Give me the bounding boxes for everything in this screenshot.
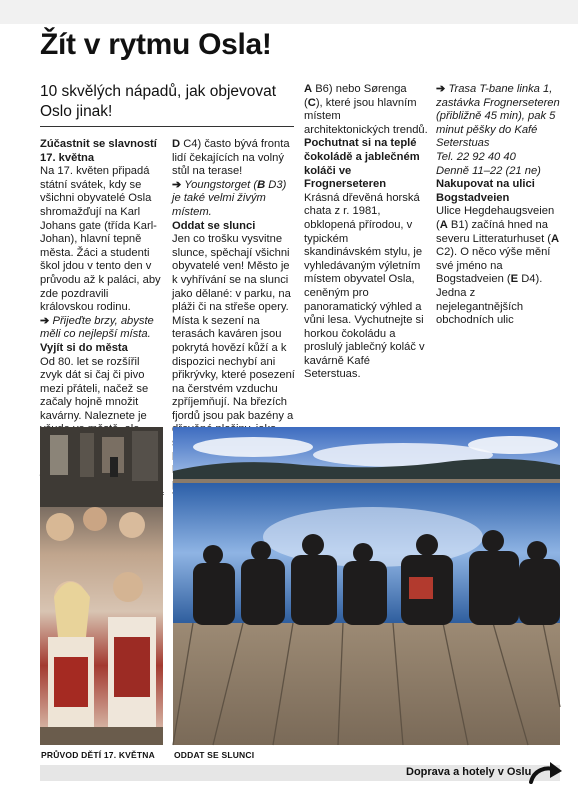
tip-text: Trasa T-bane linka 1, zastávka Frognerseteren (přibližně 45 min), pak 5 minut pěšky do Kafé Seterstuas xyxy=(436,83,560,150)
text-column-1 xyxy=(40,138,164,422)
map-ref: C xyxy=(307,96,316,109)
section-body-city-cont xyxy=(172,138,296,179)
section-heading-sun: Oddat se slunci xyxy=(172,219,256,232)
section-heading-shopping: Nakupovat na ulici Bogstadveien xyxy=(436,178,535,204)
body-text: často bývá fronta lidí čekajících na volný stůl na terase! xyxy=(172,138,290,178)
section-heading-chocolate: Pochutnat si na teplé čokoládě a jablečném koláči ve Frognerseteren xyxy=(304,137,420,191)
section-heading-city: Vyjít si do města xyxy=(40,341,128,354)
section-body-shopping: Ulice Hegdehaugsveien (A B1) začíná hned na severu Litteraturhuset (A C2). O něco výše mění své jméno na Bogstadveien (E D4). Jedna z nejelegantnějších obchodních ulic xyxy=(436,205,560,327)
text-column-2 xyxy=(172,138,296,422)
text-column-4 xyxy=(436,83,560,416)
title-divider xyxy=(40,126,294,127)
curved-arrow-icon[interactable] xyxy=(528,760,564,786)
photo-caption-sun: ODDAT SE SLUNCI xyxy=(174,750,255,760)
map-ref: D C4) xyxy=(172,138,202,150)
arrow-right-icon: ➔ xyxy=(172,178,182,191)
section-body-festival: Na 17. květen připadá státní svátek, kdy se všichni obyvatelé Osla shromažďují na Karl Johans gate (třída Karl-Johan), hlavní tepně města. Žáci a studenti škol jdou v tento den v průvodu až k paláci, aby zde pozdravili královskou rodinu. xyxy=(40,165,161,314)
tip-text: Přijeďte brzy, abyste měli co nejlepší místa. xyxy=(40,314,154,341)
opening-hours: Denně 11–22 (21 ne) xyxy=(436,164,541,177)
phone: Tel. 22 92 40 40 xyxy=(436,150,516,163)
tip-chocolate xyxy=(436,83,560,151)
text-column-3 xyxy=(304,83,428,416)
body-text: Jen co trošku vysvitne slunce, spěchají všichni obyvatelé ven! Město je k vyhřívání se na slunci jako dělané: v parku, na pláži či na střeše opery. Místa k sezení na terasách kaváren jsou pokrytá hovězí kůží a k dispozici nechybí ani přikrývky, které posezení na čerstvém vzduchu zpříjemňují. Na březích fjordů jsou pak bazény a xyxy=(172,233,295,422)
arrow-right-icon: ➔ xyxy=(436,83,446,95)
tip-city: ➔ Youngstorget (B D3) je také velmi živým místem. xyxy=(172,178,287,218)
footer-next-section-label[interactable]: Doprava a hotely v Oslu xyxy=(406,766,532,778)
tip-festival xyxy=(40,315,164,342)
body-text: Od 80. let se rozšířil zvyk dát si čaj či pivo mezi přáteli, načež se začaly hojně množit kavárny. Naleznete je xyxy=(40,355,149,422)
page-subtitle: 10 skvělých nápadů, jak objevovat Oslo jinak! xyxy=(40,83,277,120)
photo-children-parade xyxy=(40,427,163,745)
section-body-chocolate: Krásná dřevěná horská chata z r. 1981, obklopená přírodou, v typickém skandinávském stylu, je vyhledávaným výletním místem obyvatel Osla, ceněným pro panoramatický výhled a vůni lesa. Vychutnejte si horkou čokoládu a proslulý jablečný koláč v kavárně Kafé Seterstuas. xyxy=(304,191,425,381)
top-band xyxy=(0,0,578,24)
map-ref: A B6) xyxy=(304,83,333,95)
photo-caption-parade: PRŮVOD DĚTÍ 17. KVĚTNA xyxy=(41,750,155,760)
parade-image xyxy=(40,427,163,745)
section-heading-festival: Zúčastnit se slavností 17. května xyxy=(40,138,157,164)
photo-sunbathing-fjord xyxy=(173,427,560,745)
arrow-right-icon: ➔ xyxy=(40,314,50,327)
section-body-sun-cont: A B6) nebo Sørenga (C), které jsou hlavním místem architektonických trendů. xyxy=(304,83,428,136)
page-title: Žít v rytmu Osla! xyxy=(40,28,272,61)
fjord-image xyxy=(173,427,560,745)
